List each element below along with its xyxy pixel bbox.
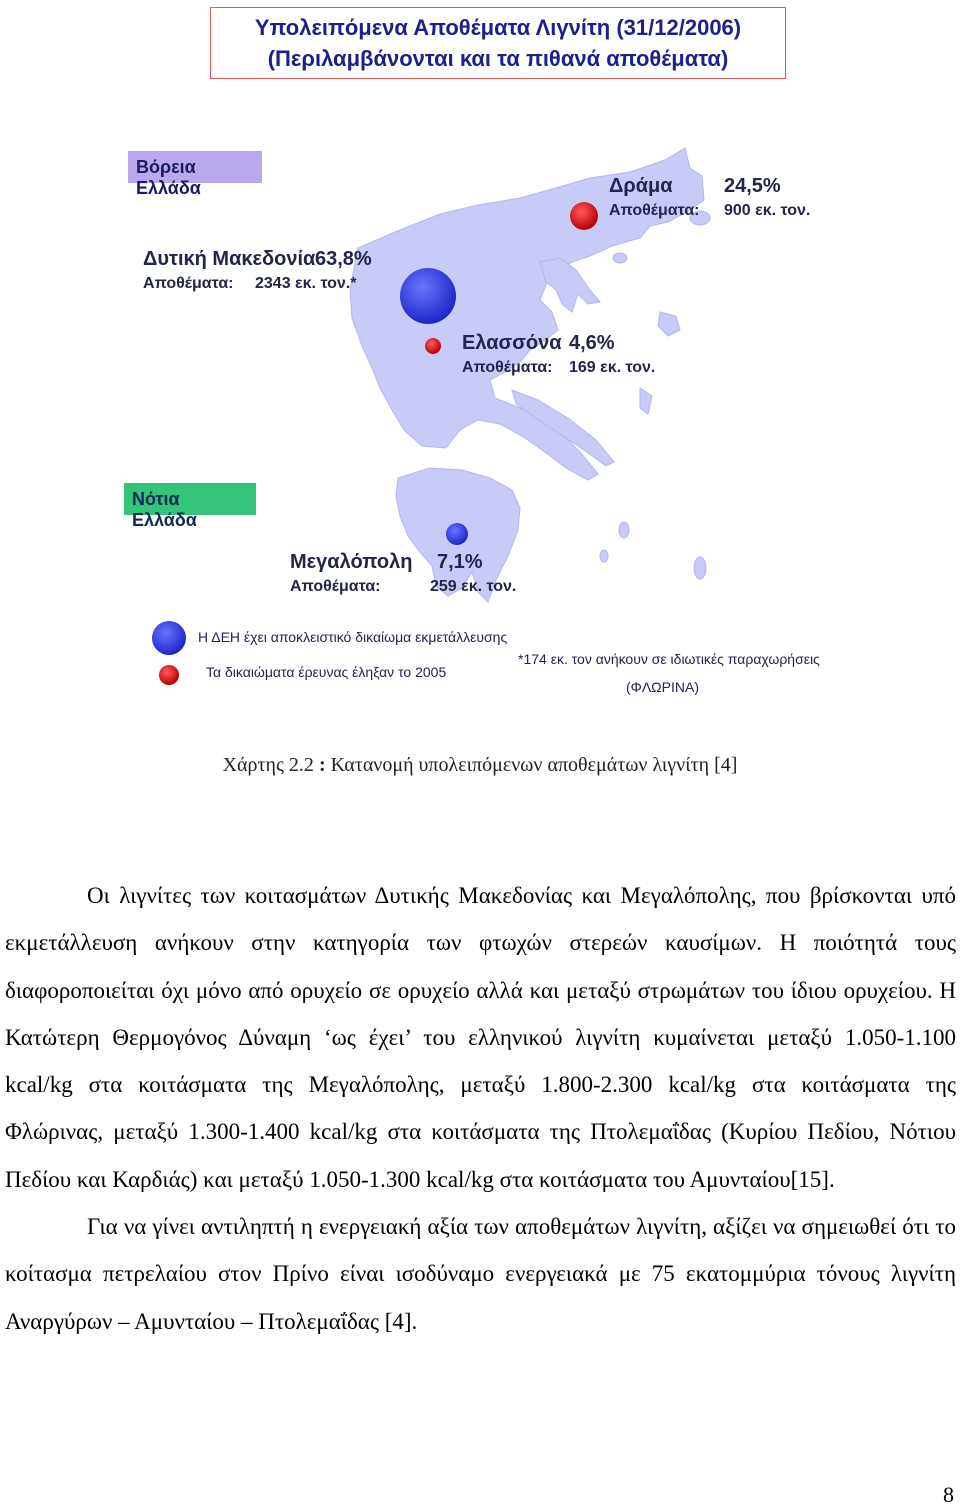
paragraph-2: Για να γίνει αντιληπτή η ενεργειακή αξία των αποθεμάτων λιγνίτη, αξίζει να σημειωθεί ότι το κοίτασμα πετρελαίου στον Πρίνο είναι ισοδύναμο ενεργειακά με 75 εκατομμύρια τόνους λιγνίτη Αναργύρων – Αμυνταίου – Πτολεμαΐδας [4]. [5, 1214, 956, 1334]
island-tinos [600, 550, 608, 562]
site-reserves-value: 259 εκ. τον. [430, 578, 517, 595]
site-reserves-value: 2343 εκ. τον.* [255, 275, 357, 292]
site-name: Μεγαλόπολη [290, 551, 413, 573]
footnote-line2: (ΦΛΩΡΙΝΑ) [626, 679, 699, 695]
site-label-dytiki-makedonia [143, 248, 373, 300]
map-caption [0, 754, 960, 777]
paragraph-1: Οι λιγνίτες των κοιτασμάτων Δυτικής Μακεδονίας και Μεγαλόπολης, που βρίσκονται υπό εκμετάλλευση ανήκουν στην κατηγορία των φτωχών στερεών καυσίμων. Η ποιότητά τους διαφοροποιείται όχι μόνο από ορυχείο σε ορυχείο αλλά και μεταξύ στρωμάτων του ίδιου ορυχείου. Η Κατώτερη Θερμογόνος Δύναμη ‘ως έχει’ του ελληνικού λιγνίτη κυμαίνεται μεταξύ 1.050-1.100 kcal/kg στα κοιτάσματα της Μεγαλόπολης, μεταξύ 1.800-2.300 kcal/kg στα κοιτάσματα της Φλώρινας, μεταξύ 1.300-1.400 kcal/kg στα κοιτάσματα της Πτολεμαΐδας (Κυρίου Πεδίου, Νότιου Πεδίου και Καρδιάς) και μεταξύ 1.050-1.300 kcal/kg στα κοιτάσματα του Αμυνταίου[15]. [5, 883, 956, 1192]
site-percent: 4,6% [569, 332, 615, 354]
site-percent: 7,1% [437, 551, 483, 573]
map-title-line1: Υπολειπόμενα Αποθέματα Λιγνίτη (31/12/2006) [254, 15, 742, 40]
marker-drama [570, 202, 598, 230]
body-text [5, 872, 956, 1345]
legend-red-text: Τα δικαιώματα έρευνας έληξαν το 2005 [206, 664, 447, 680]
island-chios [694, 557, 706, 579]
map-title-line2: (Περιλαμβάνονται και τα πιθανά αποθέματα) [267, 46, 729, 71]
island-samothrace [613, 253, 627, 263]
site-reserves-value: 900 εκ. τον. [724, 202, 811, 219]
site-reserves-value: 169 εκ. τον. [569, 359, 656, 376]
site-label-drama [609, 175, 819, 227]
legend-blue-marker [152, 621, 186, 655]
site-reserves-label: Αποθέματα: [290, 578, 381, 595]
site-percent: 24,5% [724, 175, 781, 197]
marker-dytiki-makedonia [400, 268, 456, 324]
site-label-megalopoli [290, 551, 517, 603]
legend-blue-text: Η ΔΕΗ έχει αποκλειστικό δικαίωμα εκμετάλλευσης [198, 629, 508, 645]
site-reserves-label: Αποθέματα: [462, 359, 553, 376]
site-reserves-label: Αποθέματα: [609, 202, 700, 219]
caption-text: Κατανομή υπολειπόμενων αποθεμάτων λιγνίτη [4] [330, 754, 738, 776]
map-title [210, 7, 786, 79]
site-reserves-label: Αποθέματα: [143, 275, 234, 292]
page-number: 8 [943, 1482, 954, 1507]
marker-elassona [425, 338, 441, 354]
site-name: Ελασσόνα [462, 332, 562, 354]
region-tag-south: Νότια Ελλάδα [124, 483, 256, 515]
island-andros [619, 522, 629, 538]
chalkidiki [540, 258, 600, 312]
legend-red-marker [159, 665, 179, 685]
caption-separator: : [313, 754, 331, 776]
site-name: Δράμα [609, 175, 673, 197]
island-lesbos [640, 388, 652, 414]
region-tag-north: Βόρεια Ελλάδα [128, 151, 262, 183]
site-percent: 63,8% [315, 248, 372, 270]
marker-megalopoli [446, 523, 468, 545]
footnote-line1: *174 εκ. τον ανήκουν σε ιδιωτικές παραχωρήσεις [518, 651, 820, 667]
caption-prefix: Χάρτης 2.2 [222, 754, 314, 776]
site-label-elassona [462, 332, 662, 384]
site-name: Δυτική Μακεδονία [143, 248, 316, 270]
